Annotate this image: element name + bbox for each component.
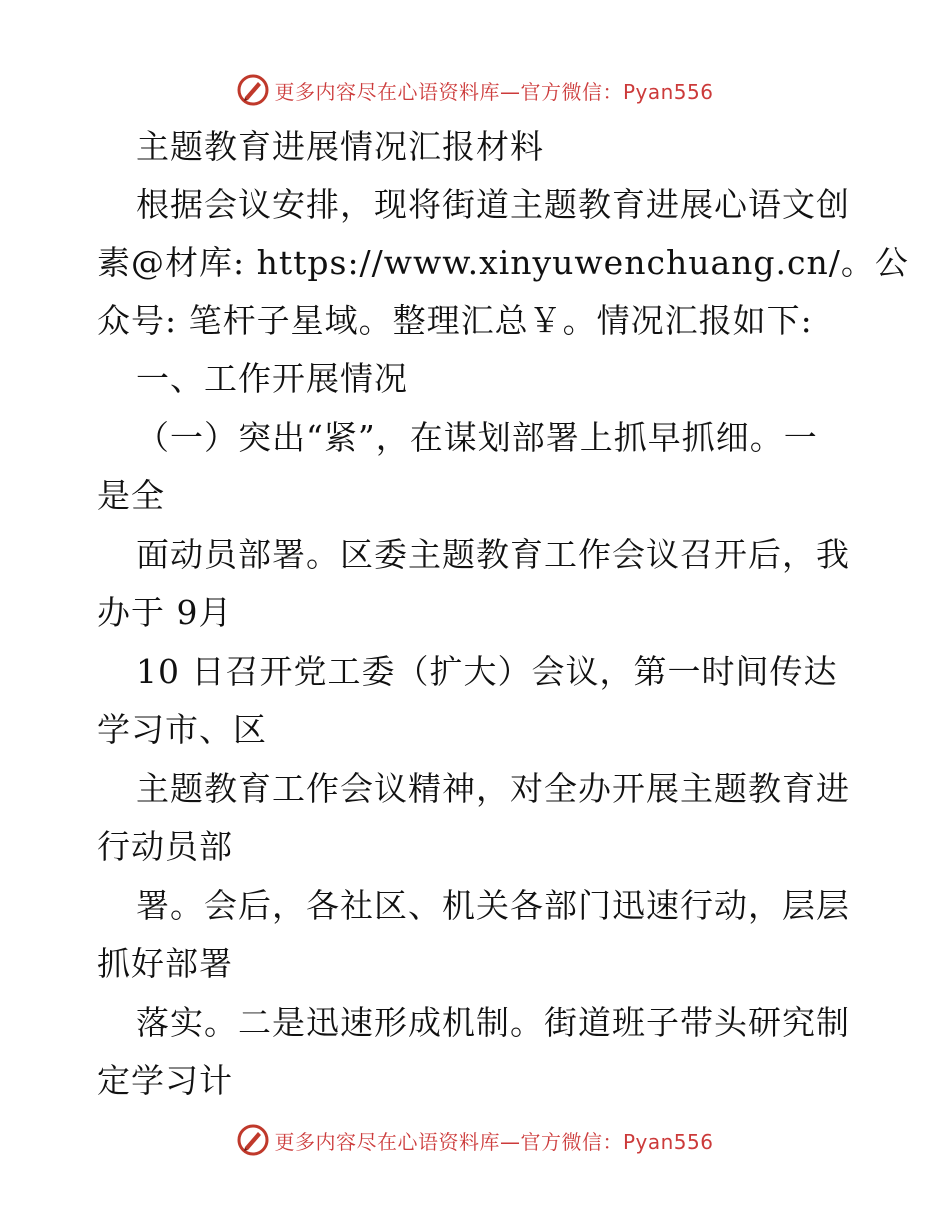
footer-banner: [0, 1120, 950, 1160]
banner-text: 更多内容尽在心语资料库—官方微信：Pyan556: [274, 79, 714, 104]
paragraph-line: 素@材库: https://www.xinyuwenchuang.cn/。公: [97, 243, 909, 282]
paragraph-line: 10 日召开党工委（扩大）会议，第一时间传达: [136, 652, 838, 691]
paragraph-line: 行动员部: [97, 827, 233, 866]
paragraph-line: 署。会后，各社区、机关各部门迅速行动，层层: [136, 886, 850, 925]
paragraph-line: 学习市、区: [97, 710, 267, 749]
paragraph-line: 办于 9月: [97, 593, 233, 632]
paragraph-line: 落实。二是迅速形成机制。街道班子带头研究制: [136, 1003, 850, 1042]
paragraph-line: 抓好部署: [97, 944, 233, 983]
pen-seal-icon: [236, 1123, 270, 1157]
paragraph-line: 定学习计: [97, 1061, 233, 1100]
header-banner: [0, 70, 950, 110]
banner-text: 更多内容尽在心语资料库—官方微信：Pyan556: [274, 1129, 714, 1154]
paragraph-line: 是全: [97, 476, 165, 515]
section-heading: 一、工作开展情况: [136, 359, 408, 398]
document-title: 主题教育进展情况汇报材料: [136, 127, 544, 166]
paragraph-line: 面动员部署。区委主题教育工作会议召开后，我: [136, 535, 850, 574]
paragraph-line: （一）突出“紧”，在谋划部署上抓早抓细。一: [136, 418, 818, 457]
paragraph-line: 主题教育工作会议精神，对全办开展主题教育进: [136, 769, 850, 808]
paragraph-line: 根据会议安排，现将街道主题教育进展心语文创: [136, 185, 850, 224]
pen-seal-icon: [236, 73, 270, 107]
paragraph-line: 众号: 笔杆子星域。整理汇总￥。情况汇报如下:: [97, 301, 813, 340]
